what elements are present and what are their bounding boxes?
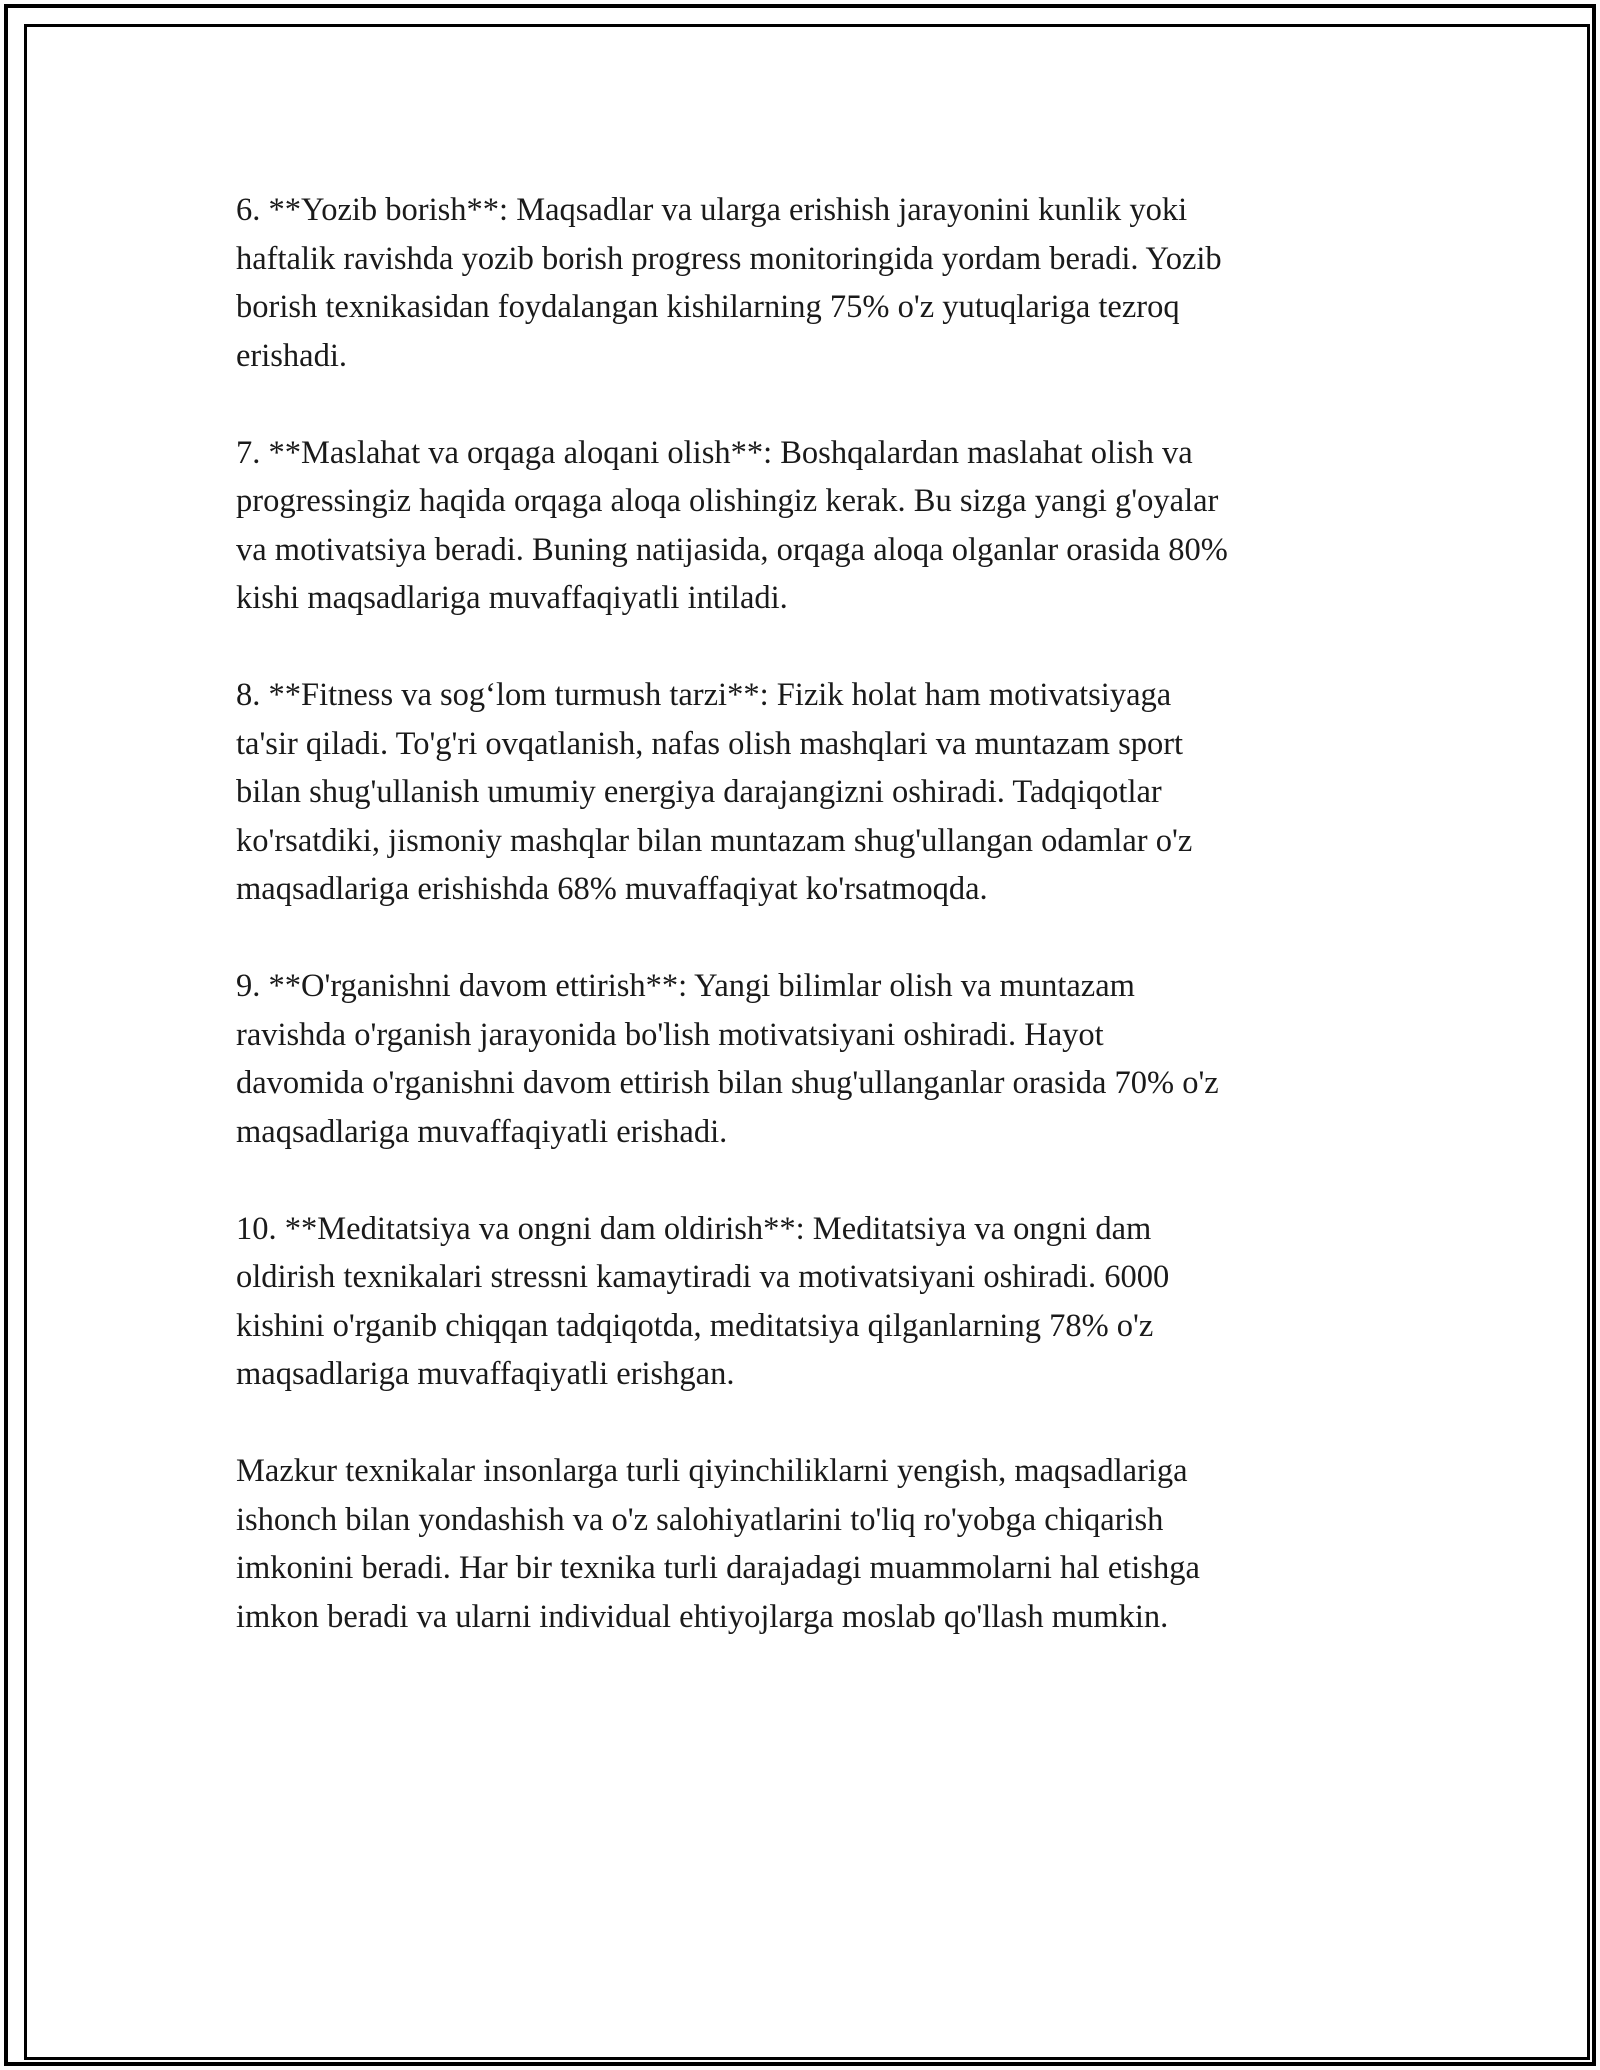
paragraph-meditatsiya: 10. **Meditatsiya va ongni dam oldirish**: Meditatsiya va ongni dam oldirish texnikalari stressni kamaytiradi va motivatsiyani oshiradi. 6000 kishini o'rganib chiqqan tadqiqotda, meditatsiya qilganlarning 78% o'z maqsadlariga muvaffaqiyatli erishgan. <box>236 1210 1170 1392</box>
paragraph-organish: 9. **O'rganishni davom ettirish**: Yangi bilimlar olish va muntazam ravishda o'rganish jarayonida bo'lish motivatsiyani oshiradi. Hayot davomida o'rganishni davom ettirish bilan shug'ullanganlar orasida 70% o'z maqsadlariga muvaffaqiyatli erishadi. <box>236 968 1219 1150</box>
paragraph-fitness: 8. **Fitness va sog‘lom turmush tarzi**: Fizik holat ham motivatsiyaga ta'sir qiladi. To'g'ri ovqatlanish, nafas olish mashqlari va muntazam sport bilan shug'ullanish umumiy energiya darajangizni oshiradi. Tadqiqotlar ko'rsatdiki, jismoniy mashqlar bilan muntazam shug'ullangan odamlar o'z maqsadlariga erishishda 68% muvaffaqiyat ko'rsatmoqda. <box>236 677 1193 907</box>
document-body <box>236 186 1376 1690</box>
paragraph-yozib-borish: 6. **Yozib borish**: Maqsadlar va ularga erishish jarayonini kunlik yoki haftalik ravishda yozib borish progress monitoringida yordam beradi. Yozib borish texnikasidan foydalangan kishilarning 75% o'z yutuqlariga tezroq erishadi. <box>236 192 1222 374</box>
paragraph-conclusion: Mazkur texnikalar insonlarga turli qiyinchiliklarni yengish, maqsadlariga ishonch bilan yondashish va o'z salohiyatlarini to'liq ro'yobga chiqarish imkonini beradi. Har bir texnika turli darajadagi muammolarni hal etishga imkon beradi va ularni individual ehtiyojlarga moslab qo'llash mumkin. <box>236 1453 1200 1635</box>
paragraph-maslahat: 7. **Maslahat va orqaga aloqani olish**: Boshqalardan maslahat olish va progressingiz haqida orqaga aloqa olishingiz kerak. Bu sizga yangi g'oyalar va motivatsiya beradi. Buning natijasida, orqaga aloqa olganlar orasida 80% kishi maqsadlariga muvaffaqiyatli intiladi. <box>236 434 1228 616</box>
